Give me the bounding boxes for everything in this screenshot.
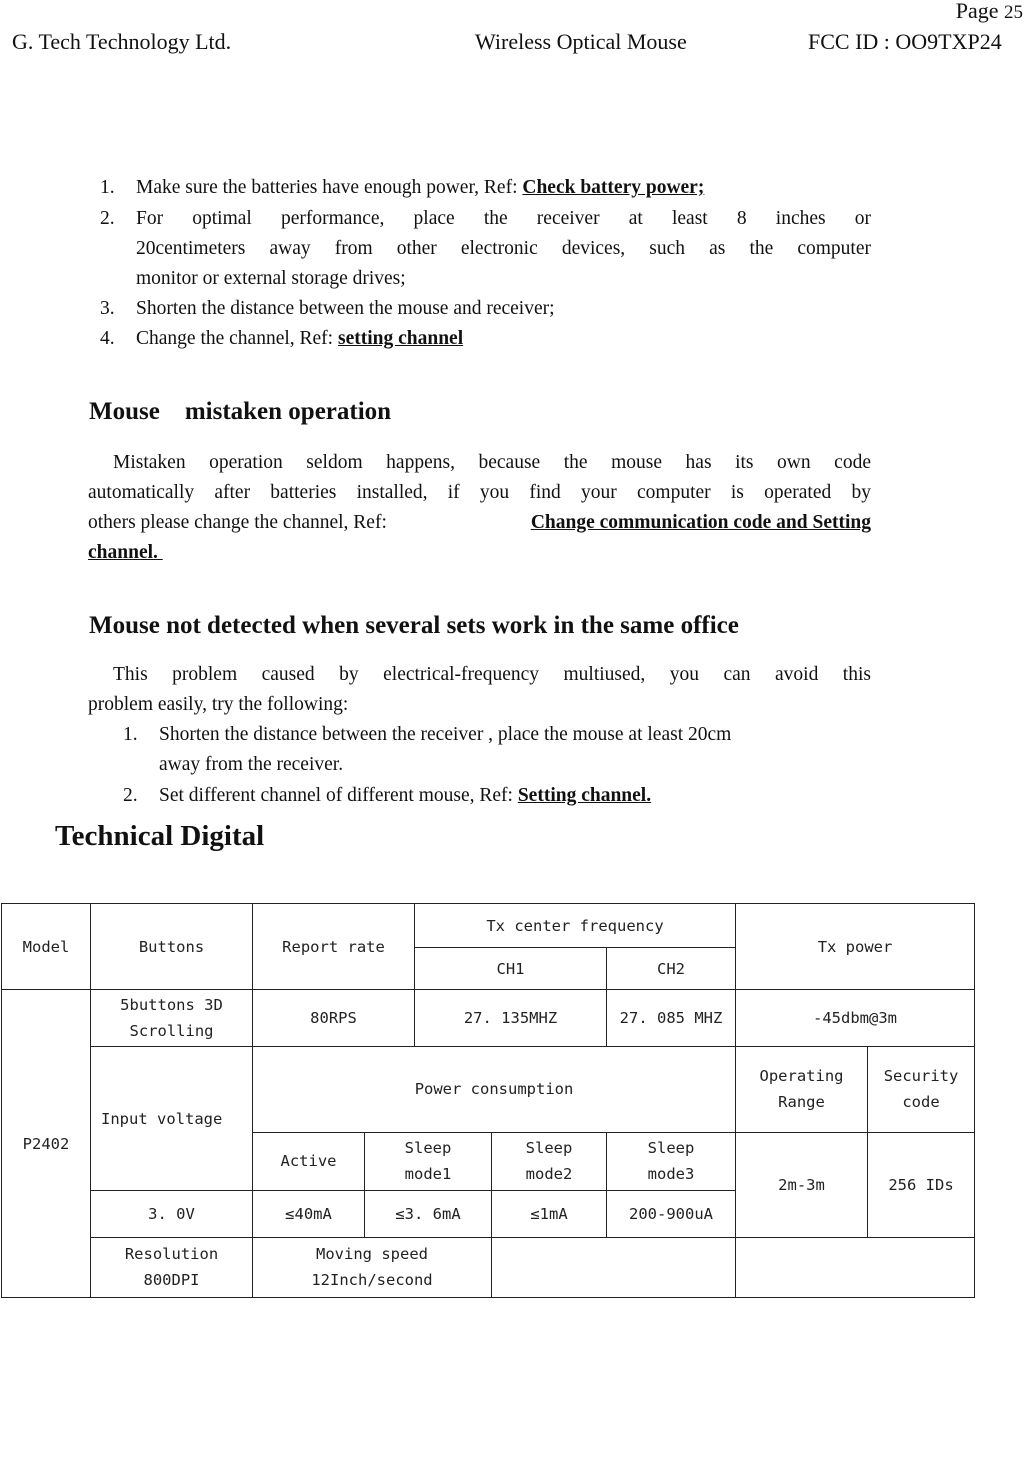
table-cell-operating-range: 2m-3m bbox=[736, 1132, 868, 1237]
sleep2-line-2: mode2 bbox=[525, 1165, 573, 1184]
paragraph-line bbox=[88, 508, 871, 538]
paragraph-line: This problem caused by electrical-frequency multiused, you can avoid this bbox=[113, 664, 871, 685]
ref-link-change-code[interactable]: Change communication code and Setting bbox=[530, 512, 871, 533]
table-header-sleep-mode2 bbox=[492, 1132, 607, 1190]
table-cell-voltage: 3. 0V bbox=[91, 1190, 253, 1237]
list-number: 2. bbox=[100, 208, 115, 229]
table-header-tx-center-frequency: Tx center frequency bbox=[415, 904, 736, 948]
table-header-security-code bbox=[868, 1047, 975, 1132]
table-header-tx-power: Tx power bbox=[736, 904, 975, 990]
table-header-model: Model bbox=[2, 904, 91, 990]
buttons-line-1: 5buttons 3D bbox=[120, 996, 223, 1015]
list-item-line: 20centimeters away from other electronic devices, such as the computer bbox=[136, 238, 871, 259]
sleep3-line-2: mode3 bbox=[647, 1165, 695, 1184]
ref-link-setting-channel[interactable]: setting channel bbox=[337, 328, 464, 349]
table-header-buttons: Buttons bbox=[91, 904, 253, 990]
buttons-line-2: Scrolling bbox=[129, 1022, 214, 1041]
resolution-line-1: Resolution bbox=[124, 1245, 219, 1264]
sleep1-line-1: Sleep bbox=[404, 1139, 452, 1158]
list-item bbox=[159, 781, 651, 811]
table-cell-empty bbox=[736, 1237, 975, 1297]
table-cell-moving-speed bbox=[253, 1237, 492, 1297]
table-cell-buttons bbox=[91, 990, 253, 1047]
list-number: 1. bbox=[123, 724, 138, 745]
sleep1-line-2: mode1 bbox=[404, 1165, 452, 1184]
section-title-technical-digital: Technical Digital bbox=[55, 820, 265, 852]
list-number: 1. bbox=[100, 177, 115, 198]
page-number bbox=[956, 0, 1023, 24]
list-item-line: monitor or external storage drives; bbox=[136, 268, 406, 289]
paragraph-text: others please change the channel, Ref: bbox=[88, 512, 387, 533]
section-title-not-detected: Mouse not detected when several sets work in the same office bbox=[89, 612, 739, 639]
list-item-text: Make sure the batteries have enough power, Ref: bbox=[136, 177, 523, 198]
table-header-sleep-mode1 bbox=[365, 1132, 492, 1190]
table-header-sleep-mode3 bbox=[607, 1132, 736, 1190]
table-cell-active: ≤40mA bbox=[253, 1190, 365, 1237]
paragraph-line: problem easily, try the following: bbox=[88, 694, 349, 715]
resolution-line-2: 800DPI bbox=[143, 1271, 200, 1290]
table-cell-report-rate: 80RPS bbox=[253, 990, 415, 1047]
paragraph-line: automatically after batteries installed, if you find your computer is operated by bbox=[88, 482, 871, 503]
table-header-ch1: CH1 bbox=[415, 948, 607, 990]
header-company: G. Tech Technology Ltd. bbox=[12, 29, 232, 54]
table-cell-ch1: 27. 135MHZ bbox=[415, 990, 607, 1047]
ref-link-setting-channel-2[interactable]: Setting channel. bbox=[517, 785, 652, 806]
list-item bbox=[136, 324, 463, 354]
list-item-line: For optimal performance, place the receiver at least 8 inches or bbox=[136, 208, 871, 229]
table-cell-ch2: 27. 085 MHZ bbox=[607, 990, 736, 1047]
moving-line-2: 12Inch/second bbox=[311, 1271, 433, 1290]
paragraph-line: Mistaken operation seldom happens, because the mouse has its own code bbox=[113, 452, 871, 473]
page-number-value: 25 bbox=[1004, 2, 1023, 23]
table-cell-tx-power: -45dbm@3m bbox=[736, 990, 975, 1047]
list-item-line: Shorten the distance between the receiver , place the mouse at least 20cm bbox=[159, 724, 732, 745]
sleep3-line-1: Sleep bbox=[647, 1139, 695, 1158]
security-line-1: Security bbox=[883, 1067, 959, 1086]
table-cell-resolution bbox=[91, 1237, 253, 1297]
table-header-report-rate: Report rate bbox=[253, 904, 415, 990]
list-item bbox=[136, 173, 704, 203]
table-header-operating-range bbox=[736, 1047, 868, 1132]
section-title-mistaken-operation: Mouse mistaken operation bbox=[89, 398, 392, 425]
table-cell-empty bbox=[492, 1237, 736, 1297]
list-item-line: away from the receiver. bbox=[159, 754, 344, 775]
list-number: 4. bbox=[100, 328, 115, 349]
table-cell-model: P2402 bbox=[2, 990, 91, 1298]
table-header-active: Active bbox=[253, 1132, 365, 1190]
ref-link-change-code-cont[interactable]: channel. bbox=[88, 542, 163, 563]
table-cell-security-code: 256 IDs bbox=[868, 1132, 975, 1237]
table-header-input-voltage: Input voltage bbox=[91, 1047, 253, 1190]
sleep2-line-1: Sleep bbox=[525, 1139, 573, 1158]
list-number: 2. bbox=[123, 785, 138, 806]
list-item-text: Shorten the distance between the mouse and receiver; bbox=[136, 298, 555, 319]
list-item-text: Change the channel, Ref: bbox=[136, 328, 338, 349]
list-item-text: Set different channel of different mouse, Ref: bbox=[159, 785, 518, 806]
security-line-2: code bbox=[902, 1093, 940, 1112]
ref-link-check-battery[interactable]: Check battery power; bbox=[522, 177, 705, 198]
moving-line-1: Moving speed bbox=[316, 1245, 428, 1264]
spec-table bbox=[1, 903, 975, 1298]
header-product: Wireless Optical Mouse bbox=[475, 29, 687, 54]
table-header-power-consumption: Power consumption bbox=[253, 1047, 736, 1132]
table-cell-sleep3: 200-900uA bbox=[607, 1190, 736, 1237]
header-fcc-id: FCC ID : OO9TXP24 bbox=[808, 29, 1002, 54]
table-cell-sleep1: ≤3. 6mA bbox=[365, 1190, 492, 1237]
table-cell-sleep2: ≤1mA bbox=[492, 1190, 607, 1237]
list-number: 3. bbox=[100, 298, 115, 319]
operating-line-2: Range bbox=[778, 1093, 825, 1112]
table-header-ch2: CH2 bbox=[607, 948, 736, 990]
page-label: Page bbox=[955, 0, 999, 23]
operating-line-1: Operating bbox=[759, 1067, 844, 1086]
